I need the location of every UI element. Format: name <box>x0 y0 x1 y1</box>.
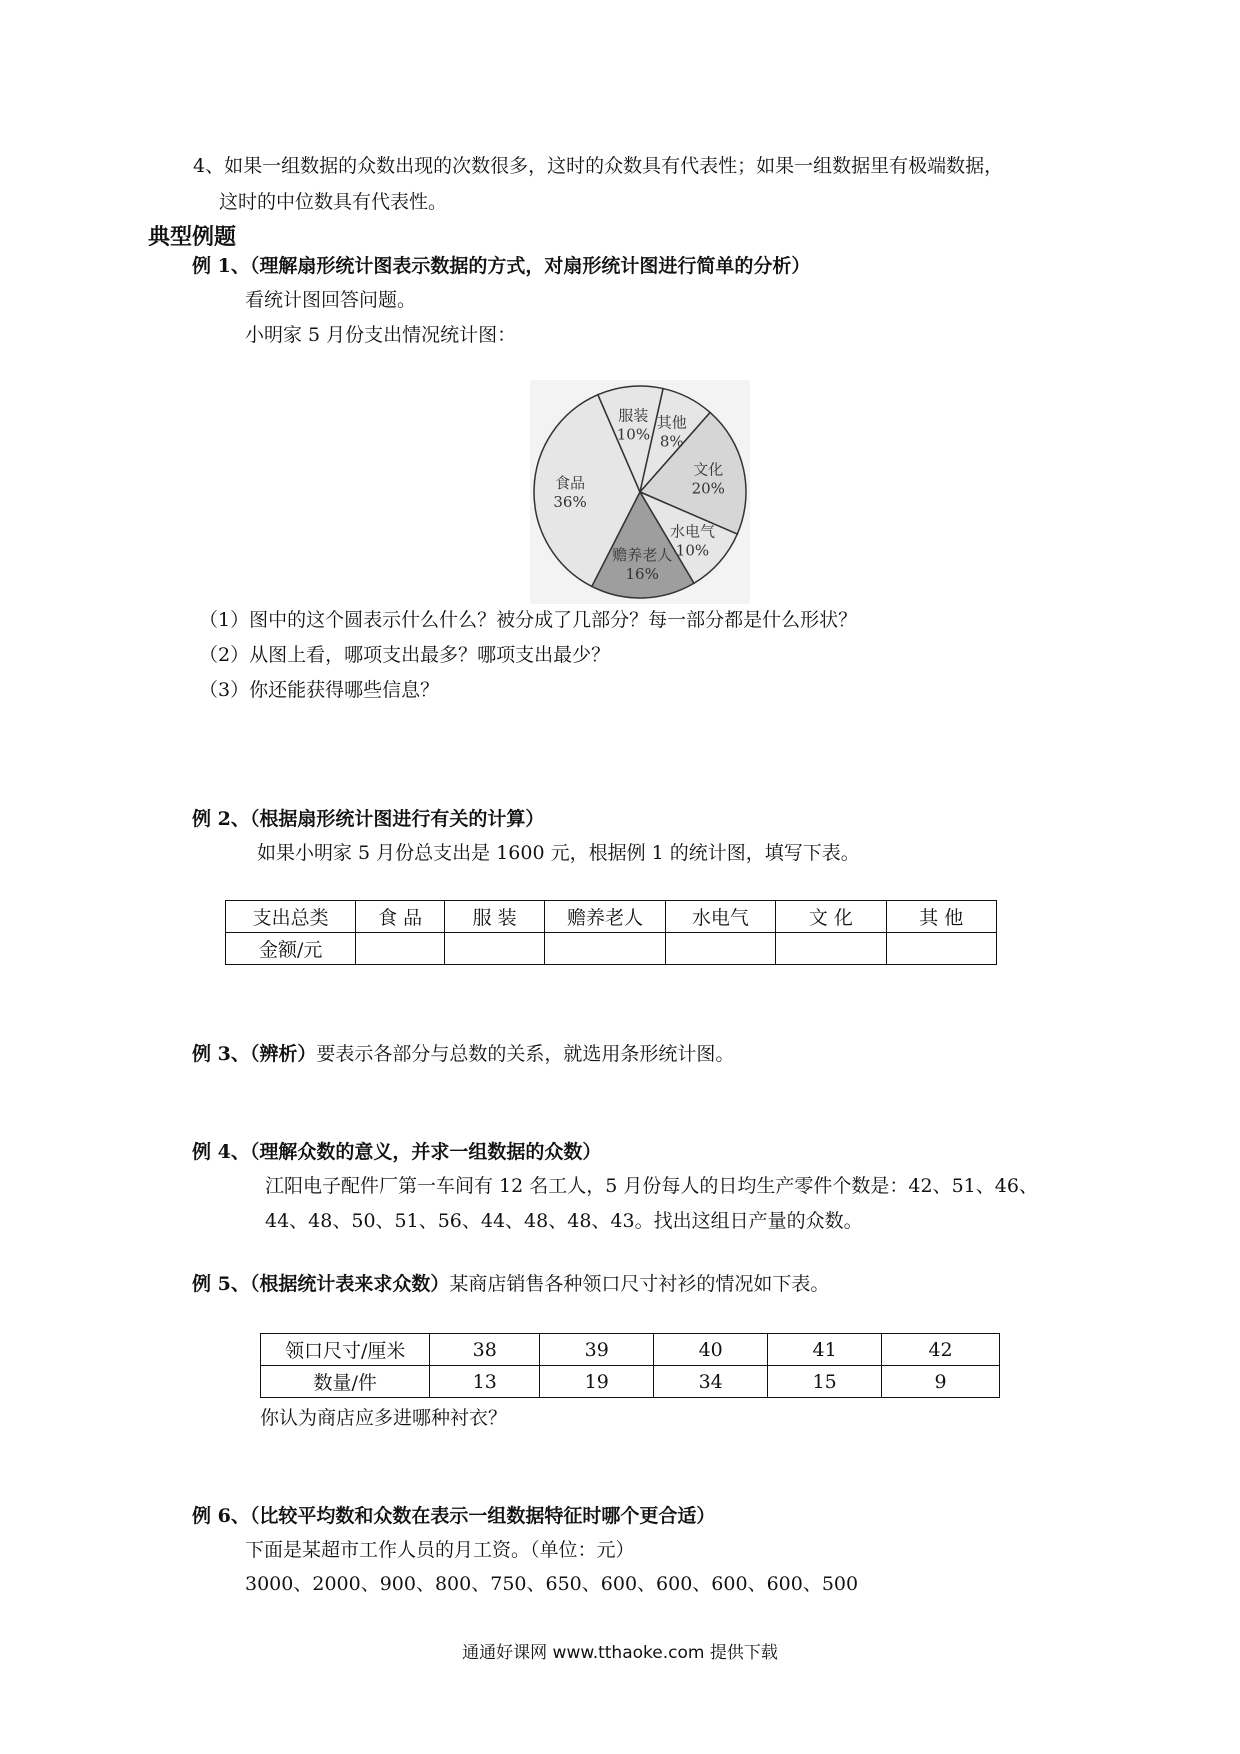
pie-slice-label: 水电气 <box>669 522 715 541</box>
ex3-line <box>192 1042 734 1066</box>
ex6-heading: 例 6、（比较平均数和众数在表示一组数据特征时哪个更合适） <box>192 1505 716 1527</box>
shirt-count-cell: 19 <box>540 1366 654 1398</box>
ex6-line2: 3000、2000、900、800、750、650、600、600、600、600、500 <box>245 1573 859 1595</box>
ex1-question-2: （2）从图上看，哪项支出最多？哪项支出最少？ <box>199 644 611 666</box>
shirt-table-size-row <box>261 1334 1000 1366</box>
pie-slice-label: 食品 <box>555 473 586 492</box>
expense-amount-cell <box>665 933 775 965</box>
shirt-table-count-row <box>261 1366 1000 1398</box>
ex2-heading: 例 2、（根据扇形统计图进行有关的计算） <box>192 808 545 830</box>
expense-header-cell: 水电气 <box>665 901 775 933</box>
shirt-table <box>260 1333 1000 1398</box>
ex4-heading: 例 4、（理解众数的意义，并求一组数据的众数） <box>192 1141 602 1163</box>
expense-amount-cell <box>886 933 996 965</box>
shirt-count-cell: 9 <box>882 1366 1000 1398</box>
ex3-heading: 例 3、（辨析） <box>192 1043 317 1065</box>
expense-table-amount-row <box>226 933 997 965</box>
expense-amount-cell <box>356 933 445 965</box>
expense-table-header-row <box>226 901 997 933</box>
ex4-line2: 44、48、50、51、56、44、48、48、43。找出这组日产量的众数。 <box>265 1210 863 1232</box>
expense-amount-cell <box>545 933 665 965</box>
ex5-question: 你认为商店应多进哪种衬衣？ <box>260 1407 508 1429</box>
ex5-line <box>192 1272 829 1296</box>
ex1-chart-title: 小明家 5 月份支出情况统计图： <box>245 324 517 346</box>
expense-header-cell: 文 化 <box>776 901 886 933</box>
ex1-heading: 例 1、（理解扇形统计图表示数据的方式，对扇形统计图进行简单的分析） <box>192 255 811 277</box>
intro-point-4-line2: 这时的中位数具有代表性。 <box>219 191 448 213</box>
expense-row-label: 金额/元 <box>226 933 356 965</box>
shirt-size-cell: 41 <box>768 1334 882 1366</box>
ex4-line1: 江阳电子配件厂第一车间有 12 名工人，5 月份每人的日均生产零件个数是：42、51、46、 <box>265 1175 1038 1197</box>
pie-slice-label: 其他 <box>656 413 687 432</box>
shirt-count-cell: 13 <box>430 1366 540 1398</box>
ex5-text: 某商店销售各种领口尺寸衬衫的情况如下表。 <box>449 1273 830 1295</box>
section-title: 典型例题 <box>148 225 237 250</box>
shirt-count-cell: 34 <box>654 1366 768 1398</box>
expense-table <box>225 900 997 965</box>
pie-slice-percent: 20% <box>691 479 725 498</box>
pie-slice-percent: 36% <box>553 492 587 511</box>
shirt-size-cell: 40 <box>654 1334 768 1366</box>
intro-point-4-line1: 4、如果一组数据的众数出现的次数很多，这时的众数具有代表性；如果一组数据里有极端数据， <box>193 155 1004 177</box>
shirt-size-cell: 42 <box>882 1334 1000 1366</box>
expense-amount-cell <box>776 933 886 965</box>
expense-header-cell: 支出总类 <box>226 901 356 933</box>
expense-header-cell: 其 他 <box>886 901 996 933</box>
ex3-text: 要表示各部分与总数的关系，就选用条形统计图。 <box>316 1043 735 1065</box>
pie-slice-percent: 16% <box>625 564 659 583</box>
pie-slice-percent: 10% <box>616 425 651 444</box>
footer: 通通好课网 www.tthaoke.com 提供下载 <box>462 1643 778 1663</box>
ex1-question-1: （1）图中的这个圆表示什么什么？被分成了几部分？每一部分都是什么形状？ <box>199 609 858 631</box>
shirt-row-label: 数量/件 <box>261 1366 430 1398</box>
shirt-count-cell: 15 <box>768 1366 882 1398</box>
pie-slice-percent: 8% <box>659 432 684 451</box>
pie-slice-percent: 10% <box>675 541 710 560</box>
ex2-text: 如果小明家 5 月份总支出是 1600 元，根据例 1 的统计图，填写下表。 <box>257 842 860 864</box>
pie-slice-label: 服装 <box>618 406 649 425</box>
ex1-question-3: （3）你还能获得哪些信息？ <box>199 679 440 701</box>
expense-header-cell: 食 品 <box>356 901 445 933</box>
pie-chart <box>530 380 750 604</box>
pie-slice-label: 赡养老人 <box>612 545 673 564</box>
expense-header-cell: 服 装 <box>444 901 544 933</box>
shirt-row-label: 领口尺寸/厘米 <box>261 1334 430 1366</box>
ex6-line1: 下面是某超市工作人员的月工资。（单位：元） <box>245 1539 635 1561</box>
expense-header-cell: 赡养老人 <box>545 901 665 933</box>
ex1-instruction: 看统计图回答问题。 <box>245 289 417 311</box>
shirt-size-cell: 39 <box>540 1334 654 1366</box>
shirt-size-cell: 38 <box>430 1334 540 1366</box>
expense-amount-cell <box>444 933 544 965</box>
ex5-heading: 例 5、（根据统计表来求众数） <box>192 1273 450 1295</box>
pie-slice-label: 文化 <box>693 460 724 479</box>
